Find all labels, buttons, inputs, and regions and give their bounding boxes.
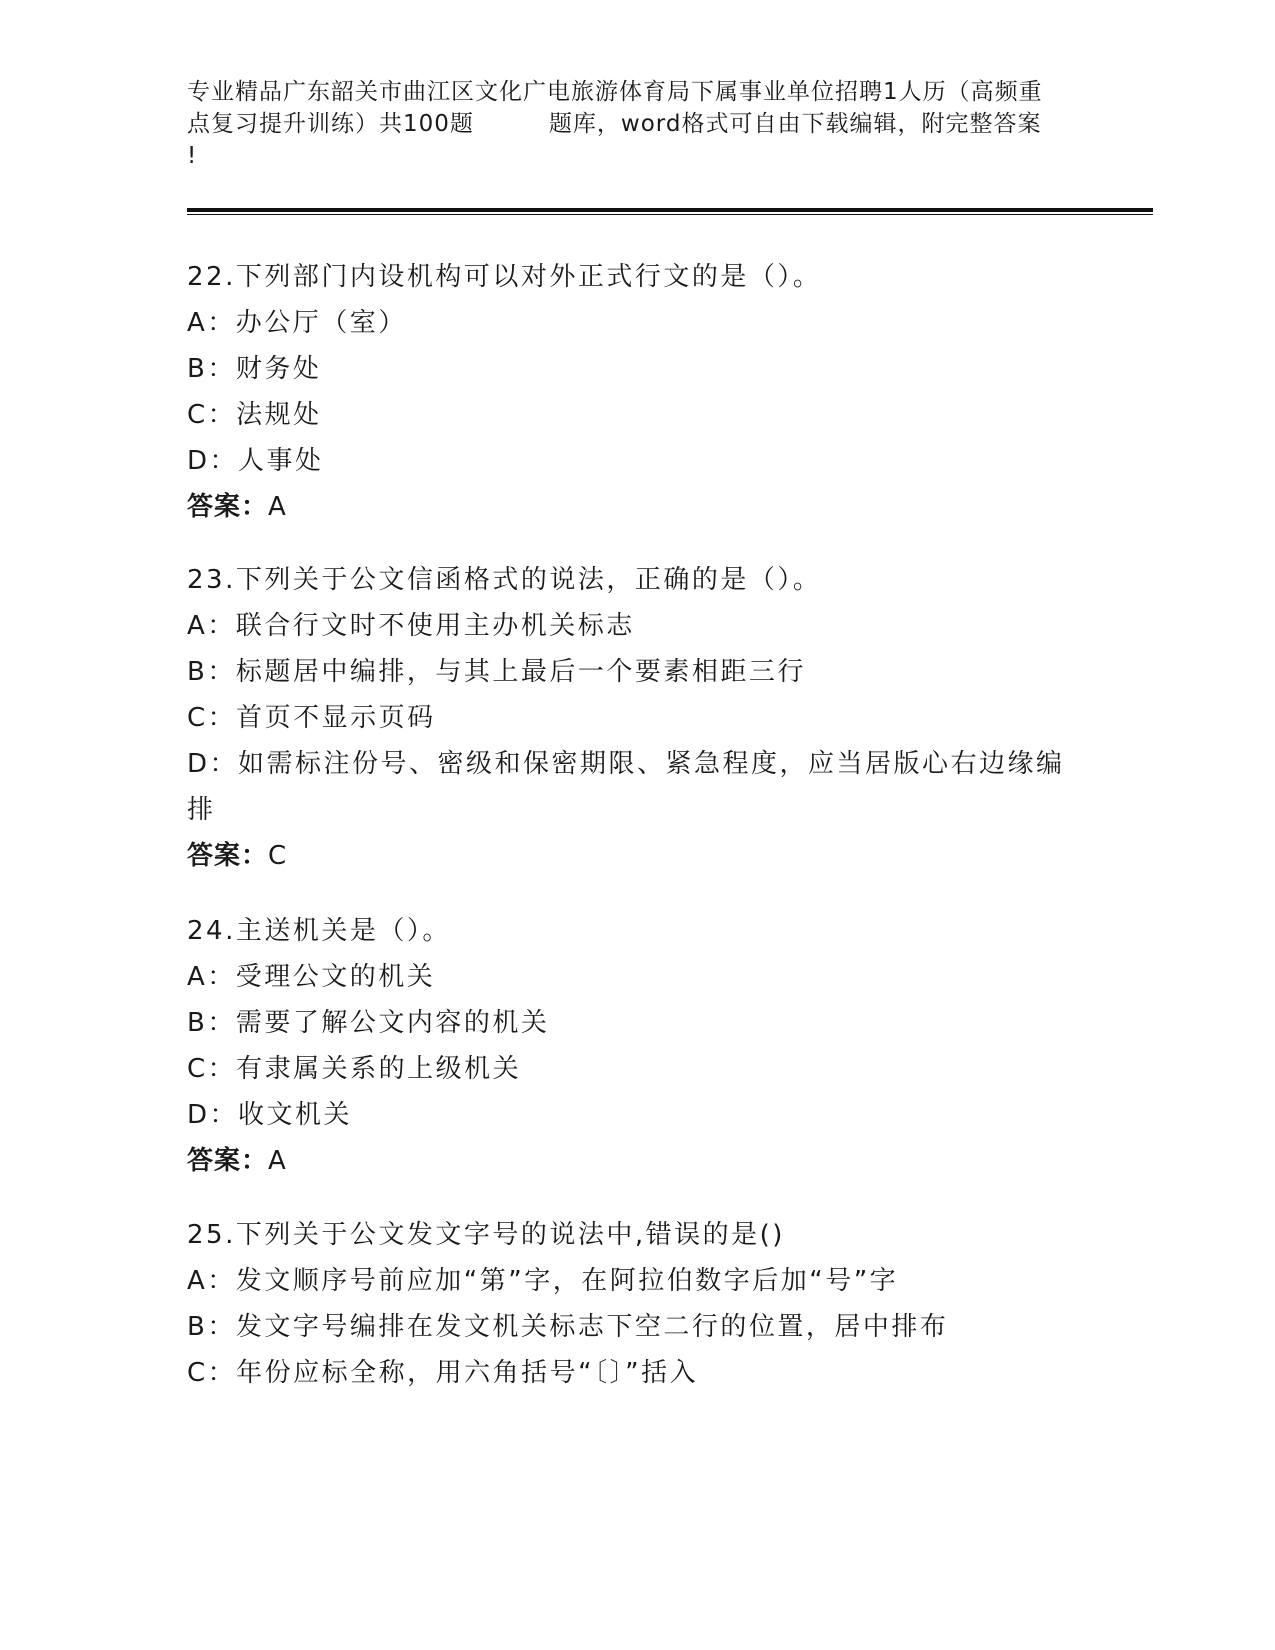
answer-value: A (268, 492, 287, 522)
header-line-2-part-2: 题库，word格式可自由下载编辑，附完整答案 (548, 111, 1042, 137)
option-a: A：联合行文时不使用主办机关标志 (187, 611, 635, 641)
header-line-3: ! (187, 143, 198, 169)
header-divider-thick (187, 208, 1153, 212)
answer-label: 答案： (187, 492, 269, 522)
option-d: D：收文机关 (187, 1100, 353, 1130)
option-c: C：有隶属关系的上级机关 (187, 1054, 522, 1084)
question-24 (187, 908, 1087, 1184)
question-22 (187, 254, 1087, 530)
answer-line (187, 484, 1087, 530)
question-title: 22.下列部门内设机构可以对外正式行文的是（）。 (187, 262, 822, 292)
option-b: B：需要了解公文内容的机关 (187, 1008, 550, 1038)
option-b: B：标题居中编排，与其上最后一个要素相距三行 (187, 657, 806, 687)
option-a: A：办公厅（室） (187, 308, 407, 338)
option-b: B：财务处 (187, 354, 322, 384)
option-b: B：发文字号编排在发文机关标志下空二行的位置，居中排布 (187, 1312, 949, 1342)
option-a: A：受理公文的机关 (187, 962, 436, 992)
question-title: 25.下列关于公文发文字号的说法中,错误的是() (187, 1220, 785, 1250)
answer-line (187, 833, 1087, 879)
answer-label: 答案： (187, 1146, 269, 1176)
header-divider-thin (187, 214, 1153, 215)
document-header (187, 76, 1087, 172)
option-c: C：首页不显示页码 (187, 703, 436, 733)
option-d: D：如需标注份号、密级和保密期限、紧急程度，应当居版心右边缘编 (187, 749, 1065, 779)
question-23 (187, 557, 1087, 879)
option-d: D：人事处 (187, 446, 324, 476)
header-line-2 (187, 108, 1087, 140)
option-c: C：年份应标全称，用六角括号“〔〕”括入 (187, 1358, 699, 1388)
answer-value: A (268, 1146, 287, 1176)
answer-value: C (268, 841, 288, 871)
header-line-2-part-1: 点复习提升训练）共100题 (187, 111, 474, 137)
question-title: 23.下列关于公文信函格式的说法，正确的是（）。 (187, 565, 822, 595)
answer-line (187, 1138, 1087, 1184)
question-25 (187, 1212, 1087, 1396)
question-title: 24.主送机关是（）。 (187, 916, 451, 946)
option-d-continued: 排 (187, 795, 216, 825)
answer-label: 答案： (187, 841, 269, 871)
header-line-1: 专业精品广东韶关市曲江区文化广电旅游体育局下属事业单位招聘1人历（高频重 (187, 79, 1043, 105)
option-c: C：法规处 (187, 400, 322, 430)
option-a: A：发文顺序号前应加“第”字，在阿拉伯数字后加“号”字 (187, 1266, 899, 1296)
